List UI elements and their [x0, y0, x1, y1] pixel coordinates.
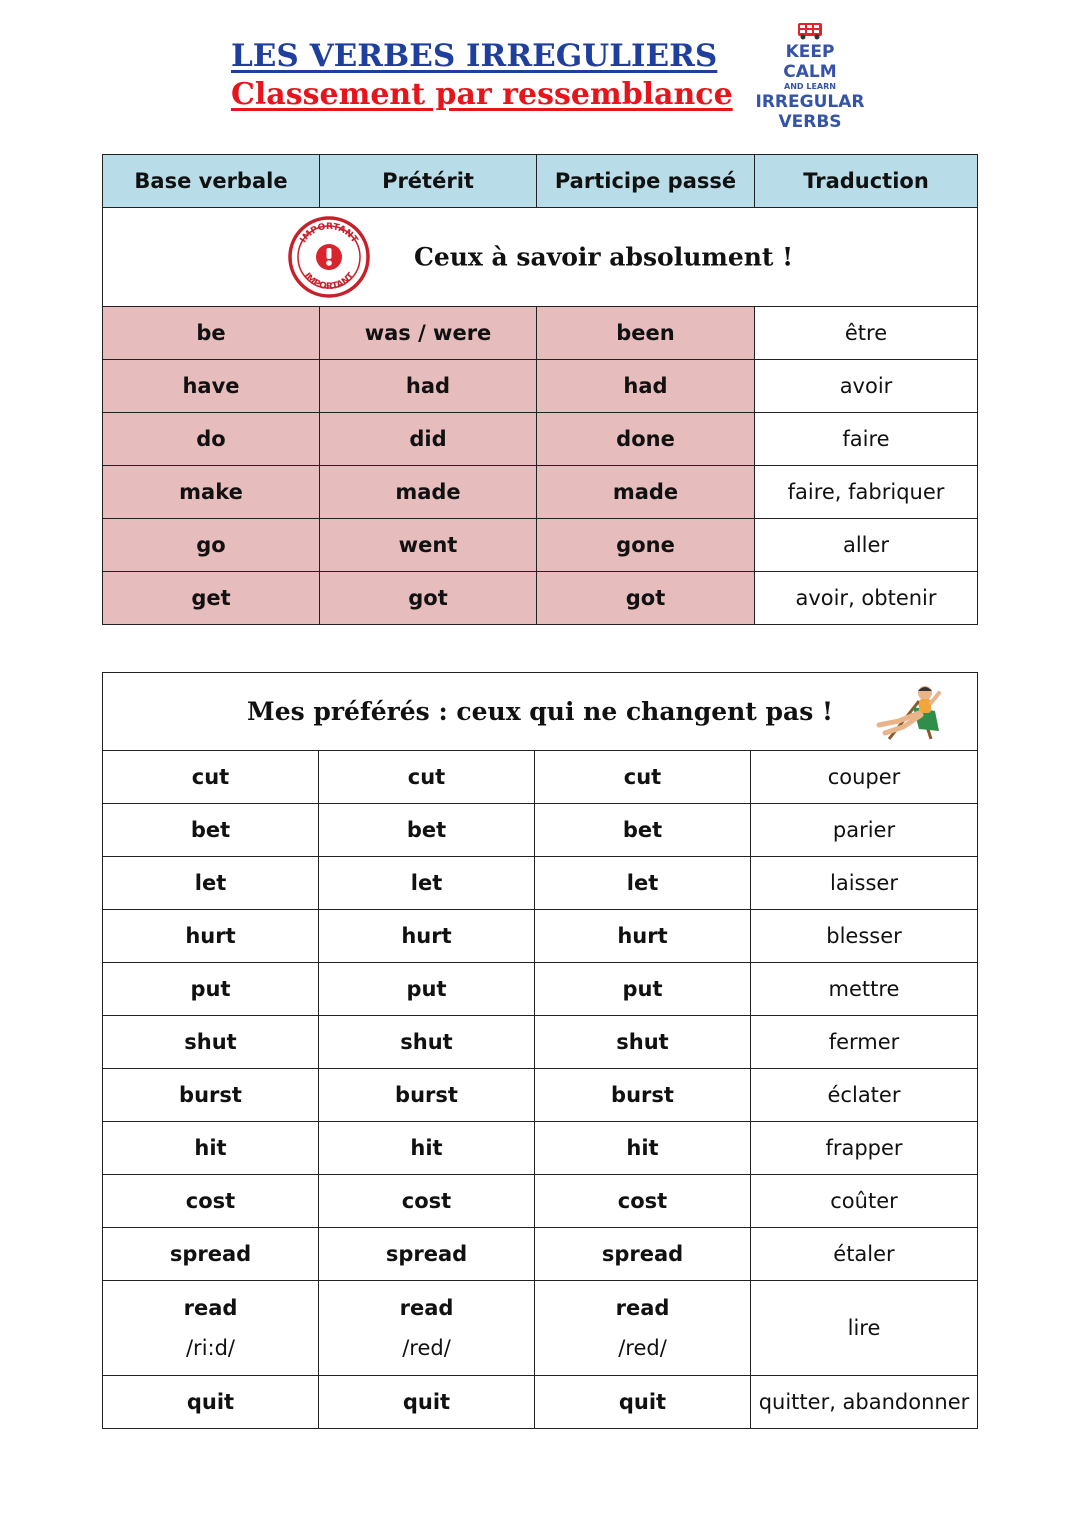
cell-participle: been	[537, 307, 755, 360]
cell-base: shut	[103, 1016, 319, 1069]
read-participle-pron: /red/	[618, 1336, 667, 1360]
cell-participle: shut	[535, 1016, 751, 1069]
verbs-table-essential	[102, 154, 978, 625]
cell-base: let	[103, 857, 319, 910]
cell-base: cost	[103, 1175, 319, 1228]
cell-preterit: hurt	[319, 910, 535, 963]
section-title-unchanged: Mes préférés : ceux qui ne changent pas !	[247, 697, 833, 726]
cell-preterit: did	[320, 413, 537, 466]
cell-base: go	[103, 519, 320, 572]
keep-calm-logo	[752, 22, 868, 132]
table-row	[103, 910, 978, 963]
stamp-text-top: IMPORTANT	[298, 221, 360, 245]
header-base: Base verbale	[103, 155, 320, 208]
cell-preterit: spread	[319, 1228, 535, 1281]
cell-base: quit	[103, 1376, 319, 1429]
cell-translation: aller	[755, 519, 978, 572]
header-translation: Traduction	[755, 155, 978, 208]
logo-calm: CALM	[783, 62, 837, 82]
table-row	[103, 466, 978, 519]
logo-irregular: IRREGULAR	[755, 92, 865, 112]
cell-base: burst	[103, 1069, 319, 1122]
cell-translation: avoir	[755, 360, 978, 413]
table-row	[103, 360, 978, 413]
header-participle: Participe passé	[537, 155, 755, 208]
cell-base: have	[103, 360, 320, 413]
cell-participle: hurt	[535, 910, 751, 963]
section-header-cell	[103, 673, 978, 751]
relaxing-person-icon	[869, 681, 951, 743]
table-row	[103, 804, 978, 857]
section-header-row	[103, 208, 978, 307]
read-preterit-pron: /red/	[402, 1336, 451, 1360]
cell-preterit: made	[320, 466, 537, 519]
logo-and-learn: AND LEARN	[784, 82, 836, 91]
important-stamp-icon	[287, 215, 371, 299]
table-row-quit	[103, 1376, 978, 1429]
cell-translation: éclater	[751, 1069, 978, 1122]
cell-participle: burst	[535, 1069, 751, 1122]
cell-base	[103, 1281, 319, 1376]
cell-base: make	[103, 466, 320, 519]
read-base-pron: /ri:d/	[185, 1336, 236, 1360]
cell-preterit: bet	[319, 804, 535, 857]
cell-preterit: was / were	[320, 307, 537, 360]
cell-base: do	[103, 413, 320, 466]
logo-keep: KEEP	[785, 42, 835, 62]
header-preterit: Prétérit	[320, 155, 537, 208]
cell-participle: let	[535, 857, 751, 910]
cell-base: hit	[103, 1122, 319, 1175]
cell-preterit: quit	[319, 1376, 535, 1429]
cell-translation: parier	[751, 804, 978, 857]
table-row	[103, 1122, 978, 1175]
read-participle: read	[615, 1296, 670, 1320]
table-row	[103, 751, 978, 804]
section-header-cell	[103, 208, 978, 307]
table-row	[103, 413, 978, 466]
cell-preterit: got	[320, 572, 537, 625]
cell-participle: put	[535, 963, 751, 1016]
cell-participle	[535, 1281, 751, 1376]
cell-participle: cut	[535, 751, 751, 804]
table-row	[103, 1069, 978, 1122]
cell-preterit: hit	[319, 1122, 535, 1175]
cell-preterit: burst	[319, 1069, 535, 1122]
page-title: LES VERBES IRREGULIERS	[231, 38, 718, 74]
cell-preterit: let	[319, 857, 535, 910]
logo-verbs: VERBS	[778, 112, 842, 132]
cell-participle: quit	[535, 1376, 751, 1429]
cell-participle: gone	[537, 519, 755, 572]
cell-preterit	[319, 1281, 535, 1376]
header-row	[103, 155, 978, 208]
table-row	[103, 1016, 978, 1069]
cell-participle: had	[537, 360, 755, 413]
cell-preterit: had	[320, 360, 537, 413]
table-row	[103, 307, 978, 360]
cell-base: bet	[103, 804, 319, 857]
cell-participle: bet	[535, 804, 751, 857]
read-base: read	[183, 1296, 238, 1320]
cell-base: cut	[103, 751, 319, 804]
cell-preterit: went	[320, 519, 537, 572]
cell-preterit: cut	[319, 751, 535, 804]
cell-translation: être	[755, 307, 978, 360]
table-row	[103, 1175, 978, 1228]
section-header-row	[103, 673, 978, 751]
table-row	[103, 572, 978, 625]
cell-participle: done	[537, 413, 755, 466]
cell-translation: mettre	[751, 963, 978, 1016]
title-block	[231, 36, 733, 114]
cell-translation: frapper	[751, 1122, 978, 1175]
verbs-table-unchanged	[102, 672, 978, 1429]
cell-translation: avoir, obtenir	[755, 572, 978, 625]
section-title-essential: Ceux à savoir absolument !	[413, 242, 794, 272]
cell-translation: quitter, abandonner	[751, 1376, 978, 1429]
table-row	[103, 519, 978, 572]
cell-base: get	[103, 572, 320, 625]
cell-translation: étaler	[751, 1228, 978, 1281]
read-translation: lire	[751, 1281, 978, 1376]
cell-participle: hit	[535, 1122, 751, 1175]
cell-base: hurt	[103, 910, 319, 963]
page-subtitle: Classement par ressemblance	[231, 77, 733, 112]
cell-participle: spread	[535, 1228, 751, 1281]
cell-preterit: cost	[319, 1175, 535, 1228]
bus-icon	[797, 22, 823, 40]
cell-preterit: shut	[319, 1016, 535, 1069]
cell-base: put	[103, 963, 319, 1016]
cell-translation: faire	[755, 413, 978, 466]
table-row	[103, 963, 978, 1016]
cell-base: be	[103, 307, 320, 360]
cell-translation: coûter	[751, 1175, 978, 1228]
cell-participle: made	[537, 466, 755, 519]
cell-translation: fermer	[751, 1016, 978, 1069]
table-row-read	[103, 1281, 978, 1376]
cell-preterit: put	[319, 963, 535, 1016]
cell-participle: got	[537, 572, 755, 625]
cell-base: spread	[103, 1228, 319, 1281]
read-preterit: read	[399, 1296, 454, 1320]
table-row	[103, 1228, 978, 1281]
stamp-text-bottom: IMPORTANT	[301, 271, 357, 293]
cell-translation: faire, fabriquer	[755, 466, 978, 519]
cell-translation: couper	[751, 751, 978, 804]
table-row	[103, 857, 978, 910]
cell-translation: laisser	[751, 857, 978, 910]
cell-translation: blesser	[751, 910, 978, 963]
cell-participle: cost	[535, 1175, 751, 1228]
